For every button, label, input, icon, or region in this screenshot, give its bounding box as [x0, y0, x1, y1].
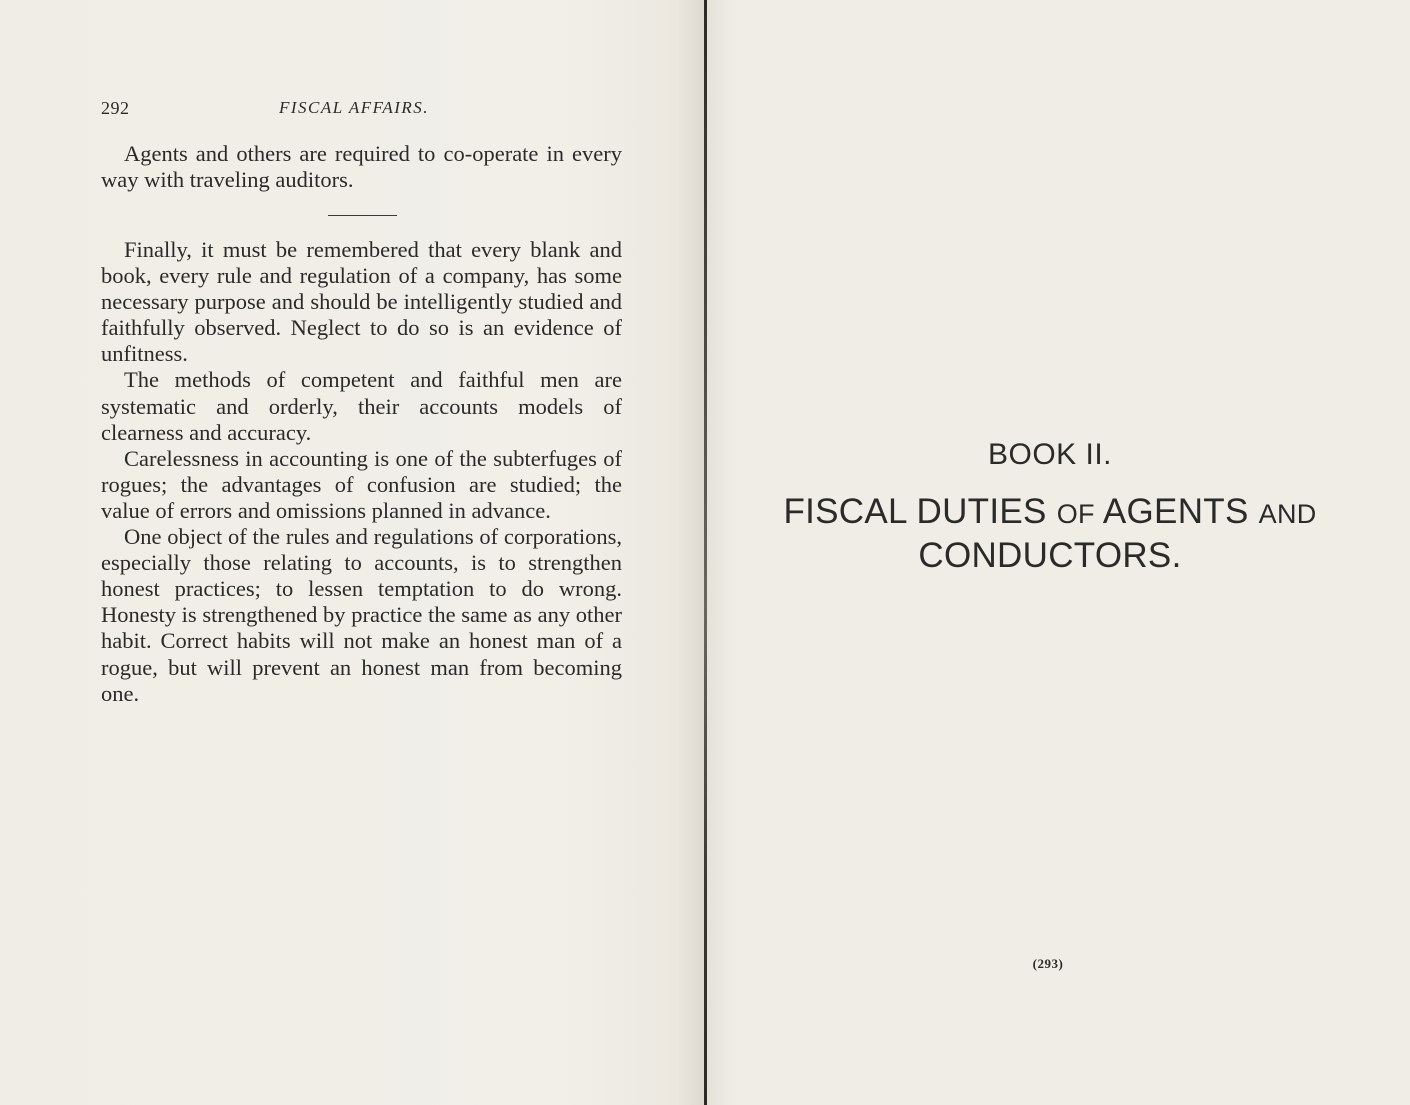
running-title: FISCAL AFFAIRS.: [279, 98, 429, 117]
title-word-small: AND: [1258, 499, 1317, 529]
book-gutter: [704, 0, 707, 1105]
paragraph: Carelessness in accounting is one of the subterfuges of rogues; the advantages of confusion are studied; the value of errors and omissions planned in advance.: [101, 445, 622, 523]
paragraph: Finally, it must be remembered that every blank and book, every rule and regulation of a company, has some necessary purpose and should be intelligently studied and faithfully observed. Neglect to do so is an evidence of unfitness.: [101, 237, 622, 367]
book-heading: BOOK II.: [987, 438, 1113, 471]
paragraph: One object of the rules and regulations of corporations, especially those relating to accounts, is to strengthen honest practices; to lessen temptation to do wrong. Honesty is strengthened by practice the same as any other habit. Correct habits will not make an honest man of a rogue, but will prevent an honest man from becoming one.: [101, 524, 622, 706]
paragraph: Agents and others are required to co-operate in every way with traveling auditors.: [101, 141, 622, 193]
title-word: FISCAL DUTIES: [783, 492, 1057, 531]
text-block-main: [101, 237, 622, 707]
title-word-small: OF: [1056, 499, 1095, 529]
book-title-line-2: CONDUCTORS.: [918, 536, 1182, 575]
folio: (293): [1032, 956, 1064, 971]
book-title: [740, 491, 1360, 577]
title-word: AGENTS: [1094, 492, 1259, 531]
text-block-top: [101, 141, 622, 193]
running-head: [101, 98, 621, 122]
section-divider: [328, 215, 397, 216]
page-number: 292: [101, 98, 130, 118]
paragraph: The methods of competent and faithful men are systematic and orderly, their accounts models of clearness and accuracy.: [101, 367, 622, 445]
book-title-line-1: [740, 491, 1360, 535]
